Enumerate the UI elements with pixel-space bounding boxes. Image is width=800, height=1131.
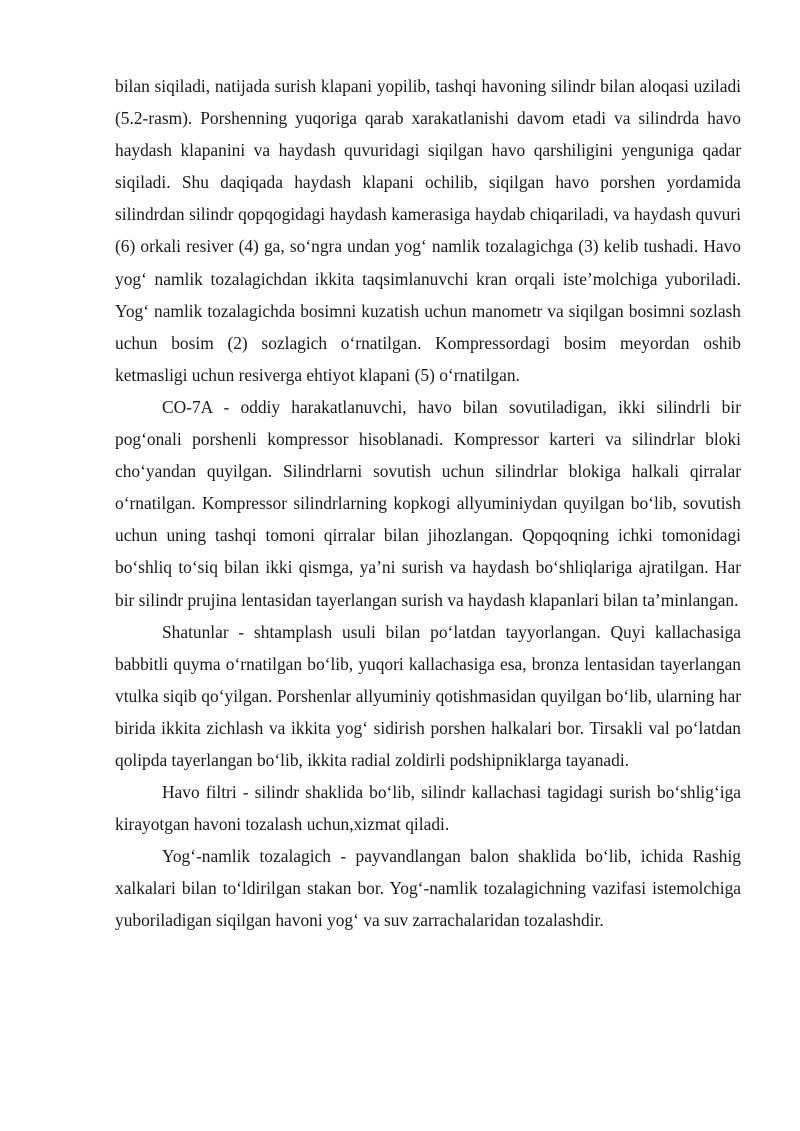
paragraph-co7a-compressor: CO-7A - oddiy harakatlanuvchi, havo bilan sovutiladigan, ikki silindrli bir pog‘onali porshenli kompressor hisoblanadi. Kompressor karteri va silindrlar bloki cho‘yandan quyilgan. Silindrlarni sovutish uchun silindrlar blokiga halkali qirralar o‘rnatilgan. Kompressor silindrlarning kopkogi allyuminiydan quyilgan bo‘lib, sovutish uchun uning tashqi tomoni qirralar bilan jihozlangan. Qopqoqning ichki tomonidagi bo‘shliq to‘siq bilan ikki qismga, ya’ni surish va haydash bo‘shliqlariga ajratilgan. Har bir silindr prujina lentasidan tayerlangan surish va haydash klapanlari bilan ta’minlangan. <box>115 396 741 610</box>
document-body <box>115 70 741 937</box>
paragraph-continuation: bilan siqiladi, natijada surish klapani yopilib, tashqi havoning silindr bilan aloqasi uziladi (5.2-rasm). Porshenning yuqoriga qarab xarakatlanishi davom etadi va silindrda havo haydash klapanini va haydash quvuridagi siqilgan havo qarshiligini yenguniga qadar siqiladi. Shu daqiqada haydash klapani ochilib, siqilgan havo porshen yordamida silindrdan silindr qopqogidagi haydash kamerasiga haydab chiqariladi, va haydash quvuri (6) orkali resiver (4) ga, so‘ngra undan yog‘ namlik tozalagichga (3) kelib tushadi. Havo yog‘ namlik tozalagichdan ikkita taqsimlanuvchi kran orqali iste’molchiga yuboriladi. Yog‘ namlik tozalagichda bosimni kuzatish uchun manometr va siqilgan bosimni sozlash uchun bosim (2) sozlagich o‘rnatilgan. Kompressordagi bosim meyordan oshib ketmasligi uchun resiverga ehtiyot klapani (5) o‘rnatilgan. <box>115 76 741 385</box>
paragraph-shatunlar: Shatunlar - shtamplash usuli bilan po‘latdan tayyorlangan. Quyi kallachasiga babbitli quyma o‘rnatilgan bo‘lib, yuqori kallachasiga esa, bronza lentasidan tayerlangan vtulka siqib qo‘yilgan. Porshenlar allyuminiy qotishmasidan quyilgan bo‘lib, ularning har birida ikkita zichlash va ikkita yog‘ sidirish porshen halkalari bor. Tirsakli val po‘latdan qolipda tayerlangan bo‘lib, ikkita radial zoldirli podshipniklarga tayanadi. <box>115 621 741 770</box>
paragraph-yog-namlik-tozalagich: Yog‘-namlik tozalagich - payvandlangan balon shaklida bo‘lib, ichida Rashig xalkalari bilan to‘ldirilgan stakan bor. Yog‘-namlik tozalagichning vazifasi istemolchiga yuboriladigan siqilgan havoni yog‘ va suv zarrachalaridan tozalashdir. <box>115 846 741 931</box>
paragraph-havo-filtri: Havo filtri - silindr shaklida bo‘lib, silindr kallachasi tagidagi surish bo‘shlig‘iga kirayotgan havoni tozalash uchun,xizmat qiladi. <box>115 782 741 835</box>
